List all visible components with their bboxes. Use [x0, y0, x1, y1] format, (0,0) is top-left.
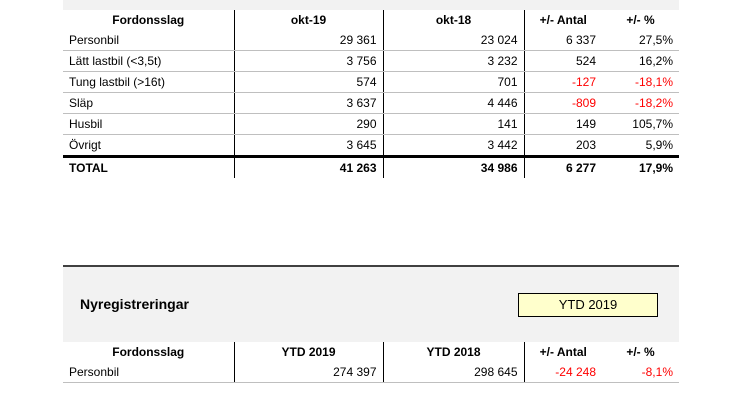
- row-diff: 524: [524, 51, 602, 72]
- row-pct: 5,9%: [602, 135, 679, 157]
- row-diff: 203: [524, 135, 602, 157]
- row-current: 3 756: [234, 51, 383, 72]
- row-pct: 105,7%: [602, 114, 679, 135]
- row-label: Lätt lastbil (<3,5t): [63, 51, 234, 72]
- total-label: TOTAL: [63, 157, 234, 179]
- row-pct: -8,1%: [602, 362, 679, 383]
- row-pct: -18,2%: [602, 93, 679, 114]
- row-previous: 4 446: [383, 93, 524, 114]
- total-diff: 6 277: [524, 157, 602, 179]
- period-selector[interactable]: YTD 2019: [518, 293, 658, 317]
- header-fordonsslag: Fordonsslag: [112, 13, 185, 27]
- row-label: Övrigt: [63, 135, 234, 157]
- row-previous: 3 442: [383, 135, 524, 157]
- total-row: [63, 157, 679, 179]
- table-row: [63, 30, 679, 51]
- row-diff: 6 337: [524, 30, 602, 51]
- ytd-body: [63, 362, 679, 383]
- row-previous: 3 232: [383, 51, 524, 72]
- table-row: [63, 362, 679, 383]
- ytd-header-fordonsslag: Fordonsslag: [112, 345, 185, 359]
- table-row: [63, 93, 679, 114]
- row-current: 29 361: [234, 30, 383, 51]
- row-current: 3 645: [234, 135, 383, 157]
- row-label: Tung lastbil (>16t): [63, 72, 234, 93]
- ytd-header-previous: YTD 2018: [383, 342, 524, 362]
- header-current: okt-19: [234, 10, 383, 30]
- header-pct: +/- %: [626, 13, 655, 27]
- header-diff: +/- Antal: [524, 10, 602, 30]
- ytd-table-panel: [63, 342, 679, 383]
- row-pct: 16,2%: [602, 51, 679, 72]
- row-diff: -127: [524, 72, 602, 93]
- total-previous: 34 986: [383, 157, 524, 179]
- section-title: Nyregistreringar: [80, 296, 189, 312]
- ytd-table: [63, 342, 679, 383]
- row-previous: 298 645: [383, 362, 524, 383]
- top-panel-strip: [63, 0, 679, 10]
- ytd-header-diff: +/- Antal: [524, 342, 602, 362]
- row-label: Personbil: [63, 30, 234, 51]
- row-pct: 27,5%: [602, 30, 679, 51]
- row-current: 3 637: [234, 93, 383, 114]
- monthly-table-panel: [63, 10, 679, 178]
- ytd-header-current: YTD 2019: [234, 342, 383, 362]
- monthly-header-row: [63, 10, 679, 30]
- table-row: [63, 135, 679, 157]
- row-pct: -18,1%: [602, 72, 679, 93]
- monthly-body: [63, 30, 679, 157]
- row-current: 290: [234, 114, 383, 135]
- row-label: Husbil: [63, 114, 234, 135]
- row-current: 574: [234, 72, 383, 93]
- row-previous: 701: [383, 72, 524, 93]
- row-label: Personbil: [63, 362, 234, 383]
- row-label: Släp: [63, 93, 234, 114]
- row-current: 274 397: [234, 362, 383, 383]
- row-previous: 141: [383, 114, 524, 135]
- ytd-header-row: [63, 342, 679, 362]
- row-previous: 23 024: [383, 30, 524, 51]
- table-row: [63, 72, 679, 93]
- table-row: [63, 51, 679, 72]
- monthly-table: [63, 10, 679, 178]
- row-diff: 149: [524, 114, 602, 135]
- ytd-header-pct: +/- %: [626, 345, 655, 359]
- total-current: 41 263: [234, 157, 383, 179]
- row-diff: -24 248: [524, 362, 602, 383]
- table-row: [63, 114, 679, 135]
- total-pct: 17,9%: [602, 157, 679, 179]
- header-previous: okt-18: [383, 10, 524, 30]
- row-diff: -809: [524, 93, 602, 114]
